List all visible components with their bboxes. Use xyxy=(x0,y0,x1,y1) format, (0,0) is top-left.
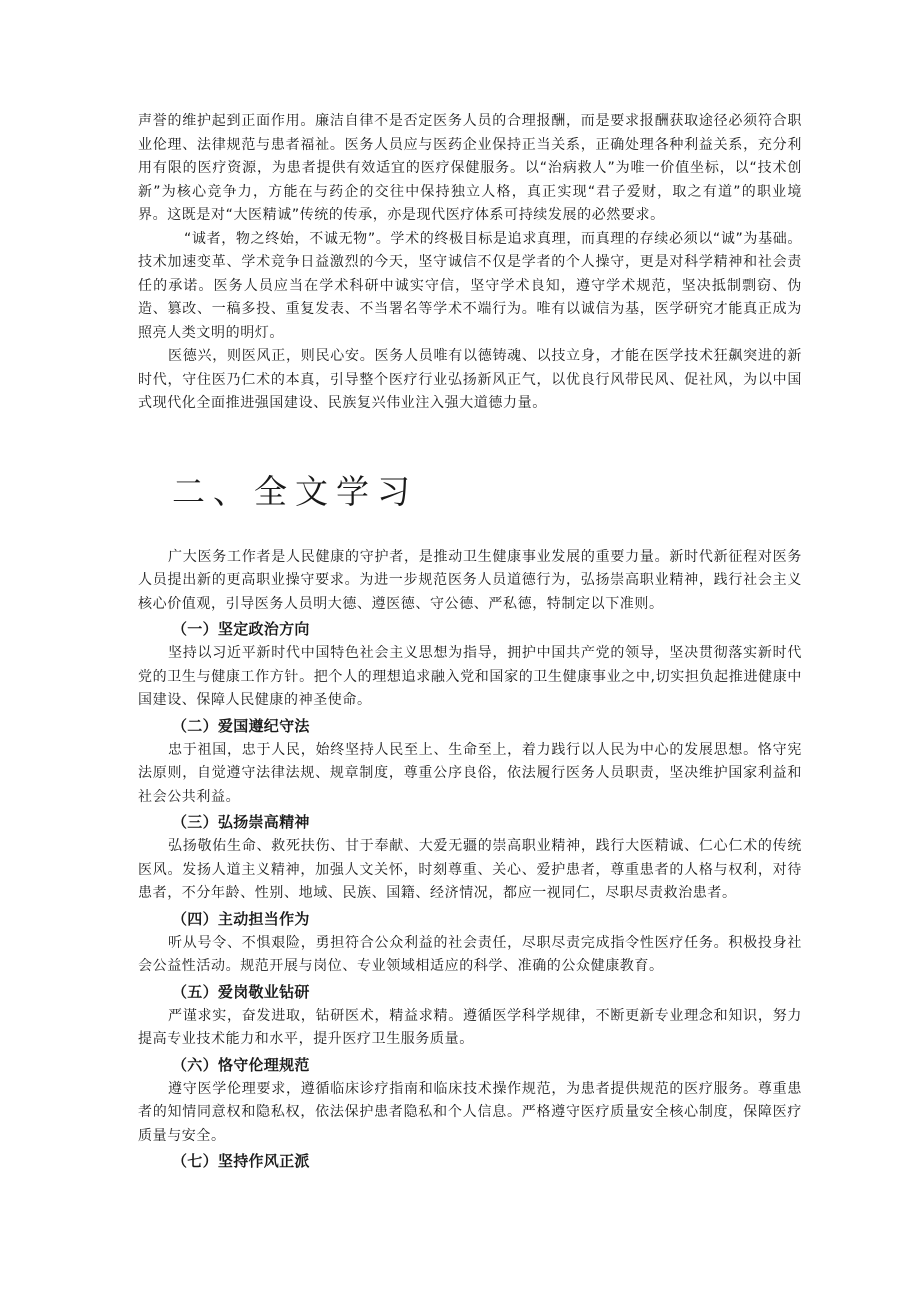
item-text-4: 听从号令、不惧艰险，勇担符合公众利益的社会责任，尽职尽责完成指令性医疗任务。积极投身社会公益性活动。规范开展与岗位、专业领域相适应的科学、准确的公众健康教育。 xyxy=(138,934,802,974)
section-intro: 广大医务工作者是人民健康的守护者，是推动卫生健康事业发展的重要力量。新时代新征程对医务人员提出新的更高职业操守要求。为进一步规范医务人员道德行为，弘扬崇高职业精神，践行社会主义核心价值观，引导医务人员明大德、遵医德、守公德、严私德，特制定以下准则。 xyxy=(138,548,802,612)
paragraph-medical-ethics: 医德兴，则医风正，则民心安。医务人员唯有以德铸魂、以技立身，才能在医学技术狂飙突进的新时代，守住医乃仁术的本真，引导整个医疗行业弘扬新风正气，以优良行风带民风、促社风，为以中国式现代化全面推进强国建设、民族复兴伟业注入强大道德力量。 xyxy=(138,348,802,411)
sub-heading-2: （二）爱国遵纪守法 xyxy=(172,716,310,735)
paragraph-integrity: 声誉的维护起到正面作用。廉洁自律不是否定医务人员的合理报酬，而是要求报酬获取途径必须符合职业伦理、法律规范与患者福祉。医务人员应与医药企业保持正当关系，正确处理各种利益关系，充分利用有限的医疗资源，为患者提供有效适宜的医疗保健服务。以“治病救人”为唯一价值坐标，以“技术创新”为核心竞争力，方能在与药企的交往中保持独立人格，真正实现“君子爱财，取之有道”的职业境界。这既是对“大医精诚”传统的传承，亦是现代医疗体系可持续发展的必然要求。 xyxy=(138,113,802,223)
sub-heading-5: （五）爱岗敬业钻研 xyxy=(172,982,310,1001)
sub-heading-4: （四）主动担当作为 xyxy=(172,909,310,928)
section-title: 二、全文学习 xyxy=(172,471,418,511)
item-text-3: 弘扬敬佑生命、救死扶伤、甘于奉献、大爱无疆的崇高职业精神，践行大医精诚、仁心仁术的传统医风。发扬人道主义精神，加强人文关怀，时刻尊重、关心、爱护患者，尊重患者的人格与权利，对待患者，不分年龄、性别、地域、民族、国籍、经济情况，都应一视同仁，尽职尽责救治患者。 xyxy=(138,838,802,901)
item-text-2: 忠于祖国，忠于人民，始终坚持人民至上、生命至上，着力践行以人民为中心的发展思想。恪守宪法原则，自觉遵守法律法规、规章制度，尊重公序良俗，依法履行医务人员职责，坚决维护国家利益和社会公共利益。 xyxy=(138,741,802,805)
item-text-1: 坚持以习近平新时代中国特色社会主义思想为指导，拥护中国共产党的领导，坚决贯彻落实新时代党的卫生与健康工作方针。把个人的理想追求融入党和国家的卫生健康事业之中,切实担负起推进健康中国建设、保障人民健康的神圣使命。 xyxy=(138,645,802,708)
item-text-5: 严谨求实，奋发进取，钻研医术，精益求精。遵循医学科学规律，不断更新专业理念和知识，努力提高专业技术能力和水平，提升医疗卫生服务质量。 xyxy=(138,1007,802,1047)
paragraph-academic-honesty: “诚者，物之终始，不诚无物”。学术的终极目标是追求真理，而真理的存续必须以“诚”为基础。技术加速变革、学术竞争日益激烈的今天，坚守诚信不仅是学者的个人操守，更是对科学精神和社会责任的承诺。医务人员应当在学术科研中诚实守信，坚守学术良知，遵守学术规范，坚决抵制剽窃、伪造、篡改、一稿多投、重复发表、不当署名等学术不端行为。唯有以诚信为基，医学研究才能真正成为照亮人类文明的明灯。 xyxy=(138,230,802,341)
sub-heading-7: （七）坚持作风正派 xyxy=(172,1152,310,1170)
sub-heading-1: （一）坚定政治方向 xyxy=(172,620,310,638)
item-text-6: 遵守医学伦理要求，遵循临床诊疗指南和临床技术操作规范，为患者提供规范的医疗服务。尊重患者的知情同意权和隐私权，依法保护患者隐私和个人信息。严格遵守医疗质量安全核心制度，保障医疗质量与安全。 xyxy=(138,1080,802,1144)
sub-heading-6: （六）恪守伦理规范 xyxy=(172,1055,310,1074)
sub-heading-3: （三）弘扬崇高精神 xyxy=(172,813,310,831)
